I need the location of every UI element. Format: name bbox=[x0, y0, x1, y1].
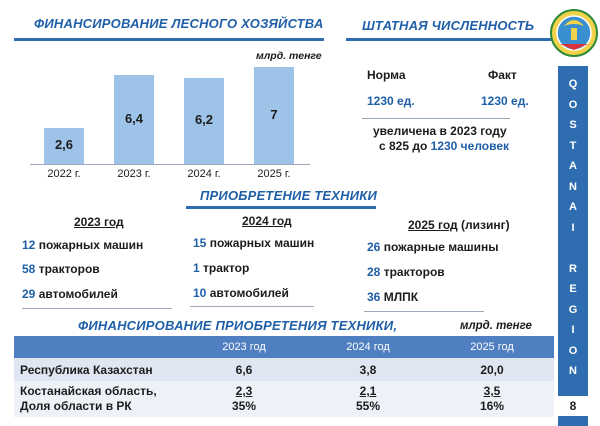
staff-divider bbox=[362, 118, 510, 119]
chart-category-label: 2024 г. bbox=[187, 168, 221, 180]
staff-norm-label: Норма bbox=[367, 68, 406, 82]
funding-title: ФИНАНСИРОВАНИЕ ЛЕСНОГО ХОЗЯЙСТВА bbox=[34, 16, 324, 31]
funding-title-underline bbox=[14, 38, 324, 41]
purchase-funding-unit: млрд. тенге bbox=[460, 320, 532, 332]
purchase-funding-table bbox=[14, 336, 554, 417]
staff-fact-label: Факт bbox=[488, 68, 517, 82]
staff-fact-value: 1230 ед. bbox=[481, 94, 529, 108]
staff-title-underline bbox=[346, 38, 554, 41]
sidebar-letter: A bbox=[569, 201, 577, 213]
staff-norm-value: 1230 ед. bbox=[367, 94, 415, 108]
chart-category-label: 2023 г. bbox=[117, 168, 151, 180]
table-cell: 20,0 bbox=[430, 358, 554, 381]
equipment-2023-item: 12 пожарных машин bbox=[22, 238, 144, 252]
staff-increase-line1: увеличена в 2023 году bbox=[373, 124, 507, 138]
table-header-empty bbox=[14, 336, 182, 358]
sidebar-letter: O bbox=[568, 98, 578, 111]
page-number: 8 bbox=[558, 396, 588, 416]
sidebar-letter: S bbox=[569, 119, 577, 131]
chart-data-label: 6,4 bbox=[124, 110, 144, 126]
sidebar-letter: N bbox=[569, 180, 577, 193]
equipment-2025-heading: 2025 год (лизинг) bbox=[408, 218, 510, 232]
chart-data-label: 6,2 bbox=[194, 112, 214, 127]
staff-title: ШТАТНАЯ ЧИСЛЕННОСТЬ bbox=[362, 18, 535, 33]
chart-category-label: 2025 г. bbox=[257, 168, 291, 180]
equipment-2025-item: 28 тракторов bbox=[367, 265, 445, 279]
table-row bbox=[14, 381, 554, 417]
sidebar-letter: E bbox=[569, 283, 577, 295]
sidebar-letter: I bbox=[571, 324, 575, 336]
equipment-title-underline bbox=[186, 206, 376, 209]
table-cell: 3,8 bbox=[306, 358, 430, 381]
sidebar-letter: O bbox=[568, 344, 578, 357]
sidebar-letter: A bbox=[569, 160, 577, 172]
region-sidebar bbox=[558, 0, 588, 426]
chart-baseline bbox=[30, 164, 310, 165]
chart-category-label: 2022 г. bbox=[47, 168, 81, 180]
equipment-2023-heading: 2023 год bbox=[74, 215, 124, 229]
equipment-2024-item: 1 трактор bbox=[193, 261, 250, 275]
table-header-cell: 2023 год bbox=[182, 336, 306, 358]
funding-bar-chart bbox=[34, 64, 304, 180]
equipment-2024-divider bbox=[190, 306, 314, 307]
sidebar-letter: N bbox=[569, 365, 577, 377]
sidebar-letter: G bbox=[568, 303, 578, 316]
table-header-cell: 2025 год bbox=[430, 336, 554, 358]
equipment-2023-item: 29 автомобилей bbox=[22, 287, 118, 301]
sidebar-letter: R bbox=[569, 262, 577, 275]
table-cell: 3,5 16% bbox=[430, 381, 554, 417]
funding-unit: млрд. тенге bbox=[256, 50, 322, 62]
equipment-2024-item: 10 автомобилей bbox=[193, 286, 289, 300]
equipment-2025-divider bbox=[364, 311, 484, 312]
chart-data-label: 2,6 bbox=[54, 137, 74, 152]
equipment-2025-item: 36 МЛПК bbox=[367, 290, 419, 304]
sidebar-letter: T bbox=[569, 139, 577, 152]
chart-data-label: 7 bbox=[270, 106, 278, 122]
table-cell: 6,6 bbox=[182, 358, 306, 381]
table-cell: 2,1 55% bbox=[306, 381, 430, 417]
table-header-cell: 2024 год bbox=[306, 336, 430, 358]
equipment-2024-heading: 2024 год bbox=[242, 214, 292, 228]
sidebar-letter: Q bbox=[568, 78, 578, 90]
equipment-2025-item: 26 пожарные машины bbox=[367, 240, 499, 254]
equipment-2023-item: 58 тракторов bbox=[22, 262, 100, 276]
equipment-2023-divider bbox=[22, 308, 172, 309]
equipment-2024-item: 15 пожарных машин bbox=[193, 236, 315, 250]
table-header-row bbox=[14, 336, 554, 358]
equipment-title: ПРИОБРЕТЕНИЕ ТЕХНИКИ bbox=[200, 188, 378, 203]
table-row bbox=[14, 358, 554, 381]
table-row-label: Республика Казахстан bbox=[14, 358, 182, 381]
staff-increase-line2: с 825 до 1230 человек bbox=[379, 139, 510, 153]
table-row-label: Костанайская область, Доля области в РК bbox=[14, 381, 182, 417]
purchase-funding-title: ФИНАНСИРОВАНИЕ ПРИОБРЕТЕНИЯ ТЕХНИКИ, bbox=[78, 318, 398, 333]
region-emblem-icon bbox=[550, 4, 598, 62]
sidebar-letter: I bbox=[571, 221, 575, 234]
table-cell: 2,3 35% bbox=[182, 381, 306, 417]
